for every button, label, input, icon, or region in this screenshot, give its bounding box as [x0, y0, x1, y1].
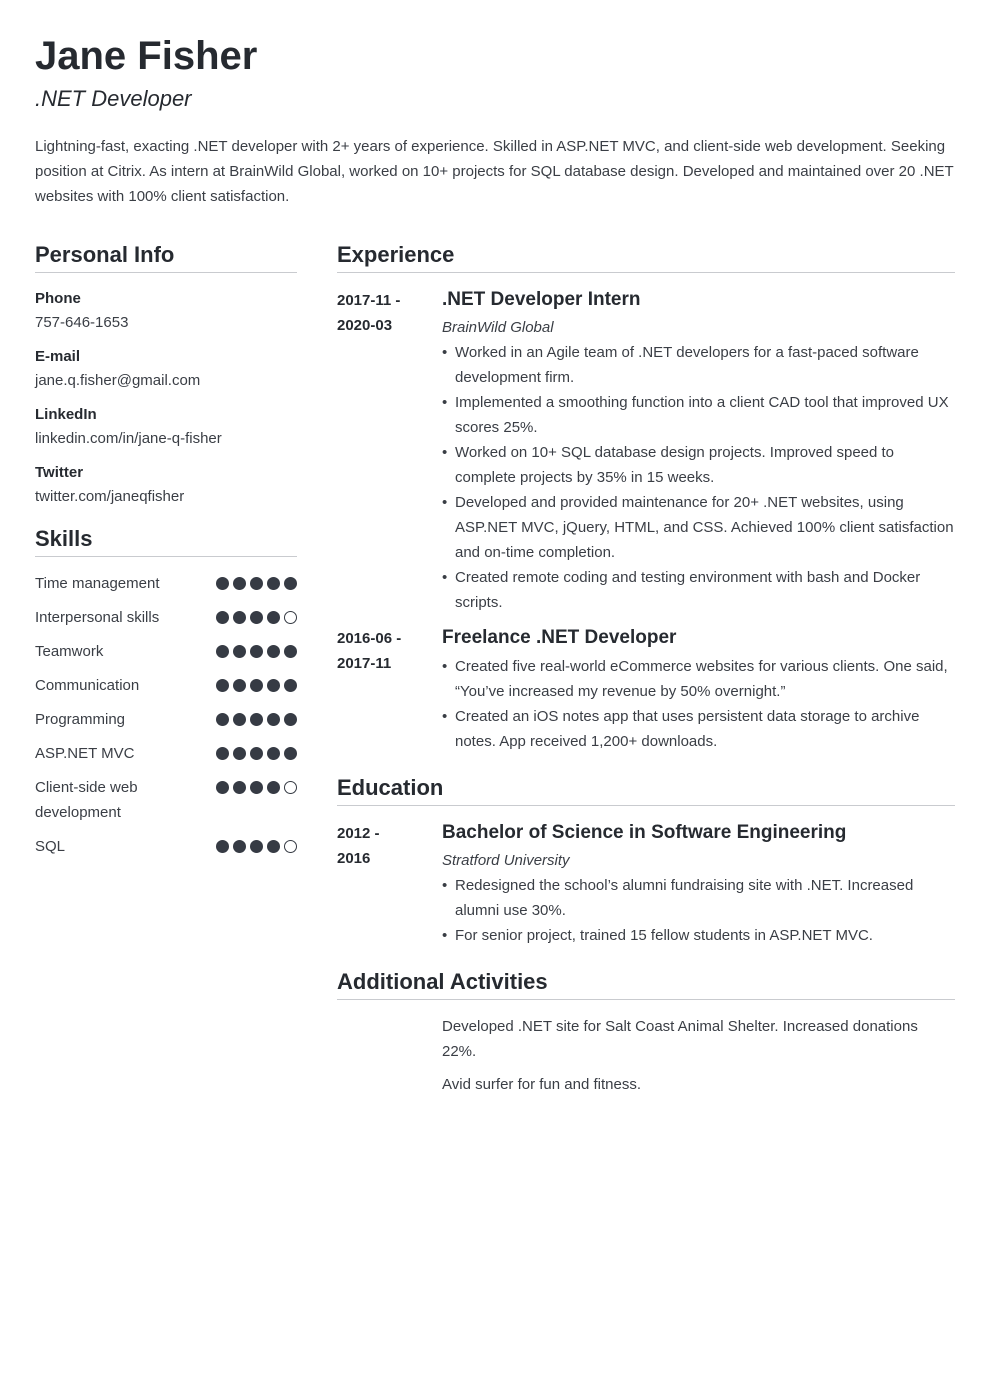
empty-dot-icon — [284, 611, 297, 624]
skill-name: Communication — [35, 677, 140, 694]
filled-dot-icon — [284, 645, 297, 658]
date-end: 2020-03 — [337, 317, 393, 334]
filled-dot-icon — [284, 713, 297, 726]
experience-heading: Experience — [337, 241, 955, 273]
skill-rating — [216, 707, 297, 726]
skill-row — [35, 673, 297, 698]
resume-columns — [35, 241, 955, 1105]
filled-dot-icon — [233, 577, 246, 590]
experience-entry — [337, 287, 955, 615]
bullet-list — [442, 873, 955, 948]
filled-dot-icon — [216, 645, 229, 658]
skill-row — [35, 834, 297, 859]
skills-heading: Skills — [35, 525, 297, 557]
bullet-item: • Created an iOS notes app that uses persistent data storage to archive notes. App received 1,200+ downloads. — [442, 704, 955, 754]
entry-title: .NET Developer Intern — [442, 289, 641, 310]
filled-dot-icon — [250, 679, 263, 692]
skill-rating — [216, 605, 297, 624]
profile-summary: Lightning-fast, exacting .NET developer with 2+ years of experience. Skilled in ASP.NET MVC, and client-side web development. Seeking position at Citrix. As intern at BrainWild Global, worked on 10+ projects for SQL database design. Developed and maintained over 20 .NET websites with 100% client satisfaction. — [35, 138, 954, 205]
filled-dot-icon — [233, 747, 246, 760]
filled-dot-icon — [267, 577, 280, 590]
skill-row — [35, 707, 297, 732]
education-entry — [337, 820, 955, 948]
bullet-list — [442, 654, 955, 754]
entry-organization: Stratford University — [442, 852, 570, 869]
personal-info-heading: Personal Info — [35, 241, 297, 273]
experience-section — [337, 241, 955, 754]
date-start: 2012 - — [337, 825, 380, 842]
education-section — [337, 774, 955, 948]
filled-dot-icon — [233, 781, 246, 794]
filled-dot-icon — [267, 645, 280, 658]
job-title: .NET Developer — [35, 86, 192, 111]
entry-date — [337, 820, 442, 948]
entry-organization: BrainWild Global — [442, 319, 554, 336]
skill-row — [35, 775, 297, 825]
skill-row — [35, 639, 297, 664]
filled-dot-icon — [216, 679, 229, 692]
bullet-item: • Created five real-world eCommerce websites for various clients. One said, “You’ve increased my revenue by 50% overnight.” — [442, 654, 955, 704]
filled-dot-icon — [250, 645, 263, 658]
entry-title: Bachelor of Science in Software Engineering — [442, 822, 847, 843]
skill-rating — [216, 775, 297, 794]
filled-dot-icon — [250, 747, 263, 760]
contact-label: E-mail — [35, 348, 81, 365]
empty-dot-icon — [284, 781, 297, 794]
contact-label: Twitter — [35, 464, 84, 481]
date-start: 2016-06 - — [337, 630, 402, 647]
filled-dot-icon — [250, 577, 263, 590]
filled-dot-icon — [233, 840, 246, 853]
skill-row — [35, 605, 297, 630]
filled-dot-icon — [267, 747, 280, 760]
candidate-name: Jane Fisher — [35, 34, 258, 78]
filled-dot-icon — [267, 611, 280, 624]
filled-dot-icon — [216, 840, 229, 853]
skill-name: Teamwork — [35, 643, 104, 660]
date-end: 2016 — [337, 850, 371, 867]
skill-name: Time management — [35, 575, 160, 592]
bullet-item: • Worked in an Agile team of .NET developers for a fast-paced software development firm. — [442, 340, 955, 390]
filled-dot-icon — [284, 679, 297, 692]
contact-label: Phone — [35, 290, 81, 307]
bullet-item: • Developed and provided maintenance for 20+ .NET websites, using ASP.NET MVC, jQuery, HTML, and CSS. Achieved 100% client satisfaction and on-time completion. — [442, 490, 955, 565]
filled-dot-icon — [250, 713, 263, 726]
activity-item: Developed .NET site for Salt Coast Animal Shelter. Increased donations 22%. — [442, 1018, 918, 1060]
bullet-item: • Implemented a smoothing function into a client CAD tool that improved UX scores 25%. — [442, 390, 955, 440]
skill-rating — [216, 673, 297, 692]
activities-section — [337, 968, 955, 1097]
filled-dot-icon — [267, 713, 280, 726]
bullet-item: • Worked on 10+ SQL database design projects. Improved speed to complete projects by 35% in 15 weeks. — [442, 440, 955, 490]
education-heading: Education — [337, 774, 955, 806]
empty-dot-icon — [284, 840, 297, 853]
filled-dot-icon — [233, 679, 246, 692]
filled-dot-icon — [216, 577, 229, 590]
filled-dot-icon — [284, 577, 297, 590]
filled-dot-icon — [233, 645, 246, 658]
skill-name: ASP.NET MVC — [35, 745, 135, 762]
date-end: 2017-11 — [337, 655, 392, 672]
filled-dot-icon — [250, 840, 263, 853]
skill-name: SQL — [35, 838, 66, 855]
experience-entry — [337, 625, 955, 754]
contact-phone — [35, 287, 297, 335]
bullet-item: • For senior project, trained 15 fellow students in ASP.NET MVC. — [442, 923, 955, 948]
contact-value: linkedin.com/in/jane-q-fisher — [35, 430, 222, 447]
filled-dot-icon — [216, 781, 229, 794]
filled-dot-icon — [216, 611, 229, 624]
bullet-item: • Redesigned the school’s alumni fundraising site with .NET. Increased alumni use 30%. — [442, 873, 955, 923]
right-column — [337, 241, 955, 1105]
skill-name: Programming — [35, 711, 126, 728]
skill-rating — [216, 639, 297, 658]
skill-name: Interpersonal skills — [35, 609, 160, 626]
entry-body — [442, 625, 955, 754]
skill-rating — [216, 571, 297, 590]
filled-dot-icon — [233, 611, 246, 624]
activities-heading: Additional Activities — [337, 968, 955, 1000]
skill-name: Client-side web development — [35, 779, 138, 821]
contact-value: jane.q.fisher@gmail.com — [35, 372, 201, 389]
contact-email — [35, 345, 297, 393]
filled-dot-icon — [267, 781, 280, 794]
filled-dot-icon — [216, 713, 229, 726]
skill-rating — [216, 834, 297, 853]
entry-body — [442, 287, 955, 615]
contact-label: LinkedIn — [35, 406, 97, 423]
entry-body — [442, 820, 955, 948]
left-column — [35, 241, 297, 1105]
contact-twitter — [35, 461, 297, 509]
entry-date — [337, 287, 442, 615]
bullet-item: • Created remote coding and testing environment with bash and Docker scripts. — [442, 565, 955, 615]
contact-value: twitter.com/janeqfisher — [35, 488, 185, 505]
filled-dot-icon — [250, 781, 263, 794]
skill-rating — [216, 741, 297, 760]
filled-dot-icon — [216, 747, 229, 760]
skill-row — [35, 741, 297, 766]
filled-dot-icon — [267, 840, 280, 853]
filled-dot-icon — [250, 611, 263, 624]
skills-section — [35, 525, 297, 859]
filled-dot-icon — [267, 679, 280, 692]
personal-info-section — [35, 241, 297, 509]
entry-date — [337, 625, 442, 754]
date-start: 2017-11 - — [337, 292, 401, 309]
filled-dot-icon — [233, 713, 246, 726]
contact-value: 757-646-1653 — [35, 314, 129, 331]
skill-row — [35, 571, 297, 596]
filled-dot-icon — [284, 747, 297, 760]
contact-linkedin — [35, 403, 297, 451]
bullet-list — [442, 340, 955, 615]
entry-title: Freelance .NET Developer — [442, 627, 677, 648]
activity-item: Avid surfer for fun and fitness. — [442, 1076, 641, 1093]
